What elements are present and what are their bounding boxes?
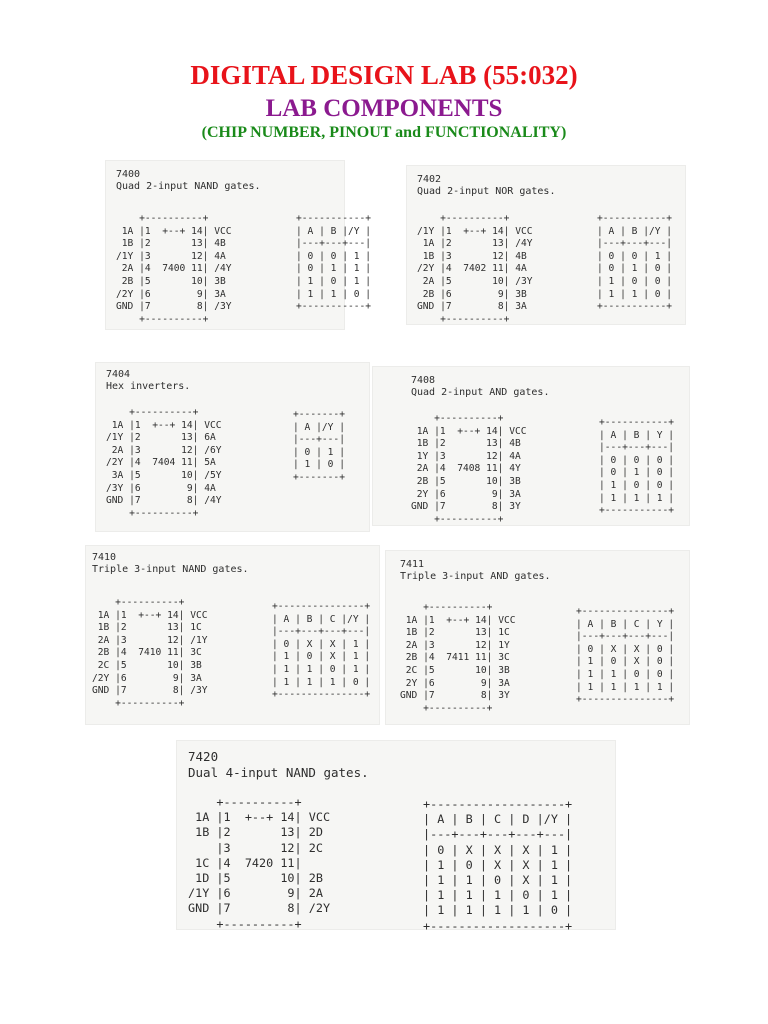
chip-description: Quad 2-input NOR gates.	[417, 186, 556, 197]
chip-truth-table: +-----------+ | A | B |/Y | |---+---+---| | 0 | 0 | 1 | | 0 | 1 | 1 | | 1 | 0 | 1 | | 1 | 1 | 0 | +-----------+	[296, 213, 372, 313]
chip-pinout: +----------+ /1Y |1 +--+ 14| VCC 1A |2 13| /4Y 1B |3 12| 4B /2Y |4 7402 11| 4A 2A |5 10| /3Y 2B |6 9| 3B GND |7 8| 3A +----------+	[417, 213, 533, 325]
chip-number: 7420	[188, 749, 219, 764]
chip-card-7411	[385, 550, 690, 725]
chip-card-7420	[176, 740, 616, 933]
chip-number: 7404	[106, 369, 131, 380]
chip-number: 7408	[411, 375, 436, 386]
chip-pinout: +----------+ 1A |1 +--+ 14| VCC 1B |2 13| 2D |3 12| 2C 1C |4 7420 11| 1D |5 10| 2B /1Y |6 9| 2A GND |7 8| /2Y +----------+	[188, 795, 331, 931]
chip-description: Dual 4-input NAND gates.	[188, 765, 369, 780]
chip-truth-table: +---------------+ | A | B | C |/Y | |---+---+---+---| | 0 | X | X | 1 | | 1 | 0 | X | 1 | | 1 | 1 | 0 | 1 | | 1 | 1 | 1 | 0 | +---------------+	[272, 601, 371, 701]
chip-pinout: +----------+ 1A |1 +--+ 14| VCC 1B |2 13| 1C 2A |3 12| 1Y 2B |4 7411 11| 3C 2C |5 10| 3B 2Y |6 9| 3A GND |7 8| 3Y +----------+	[400, 602, 516, 714]
chip-card-7410	[85, 545, 380, 725]
chip-card-7408	[372, 366, 690, 526]
chip-truth-table: +-----------+ | A | B | Y | |---+---+---| | 0 | 0 | 0 | | 0 | 1 | 0 | | 1 | 0 | 0 | | 1 | 1 | 1 | +-----------+	[599, 417, 675, 517]
chip-number: 7402	[417, 174, 442, 185]
chip-truth-table: +-----------+ | A | B |/Y | |---+---+---| | 0 | 0 | 1 | | 0 | 1 | 0 | | 1 | 0 | 0 | | 1 | 1 | 0 | +-----------+	[597, 213, 673, 313]
chip-pinout: +----------+ 1A |1 +--+ 14| VCC 1B |2 13| 4B 1Y |3 12| 4A 2A |4 7408 11| 4Y 2B |5 10| 3B 2Y |6 9| 3A GND |7 8| 3Y +----------+	[411, 413, 527, 525]
chip-card-7400	[105, 160, 372, 330]
chip-truth-table: +-------------------+ | A | B | C | D |/Y | |---+---+---+---+---| | 0 | X | X | X | 1 | | 1 | 0 | X | X | 1 | | 1 | 1 | 0 | X | 1 | | 1 | 1 | 1 | 0 | 1 | | 1 | 1 | 1 | 1 | 0 | +-------------------+	[423, 797, 573, 933]
page-note: (CHIP NUMBER, PINOUT and FUNCTIONALITY)	[201, 124, 567, 141]
chip-number: 7411	[400, 559, 425, 570]
chip-pinout: +----------+ 1A |1 +--+ 14| VCC 1B |2 13| 4B /1Y |3 12| 4A 2A |4 7400 11| /4Y 2B |5 10| 3B /2Y |6 9| 3A GND |7 8| /3Y +----------+	[116, 213, 232, 325]
page-subtitle: LAB COMPONENTS	[265, 95, 503, 122]
chip-description: Triple 3-input AND gates.	[400, 571, 551, 582]
chip-card-7402	[406, 165, 686, 325]
chip-description: Quad 2-input AND gates.	[411, 387, 550, 398]
chip-card-7404	[95, 362, 370, 532]
chip-number: 7400	[116, 169, 141, 180]
chip-truth-table: +-------+ | A |/Y | |---+---| | 0 | 1 | | 1 | 0 | +-------+	[293, 409, 345, 483]
chip-pinout: +----------+ 1A |1 +--+ 14| VCC /1Y |2 13| 6A 2A |3 12| /6Y /2Y |4 7404 11| 5A 3A |5 10| /5Y /3Y |6 9| 4A GND |7 8| /4Y +----------+	[106, 407, 222, 519]
chip-description: Hex inverters.	[106, 381, 191, 392]
chip-description: Triple 3-input NAND gates.	[92, 564, 249, 575]
chip-description: Quad 2-input NAND gates.	[116, 181, 261, 192]
page-title: DIGITAL DESIGN LAB (55:032)	[190, 60, 578, 90]
chip-number: 7410	[92, 552, 117, 563]
chip-truth-table: +---------------+ | A | B | C | Y | |---+---+---+---| | 0 | X | X | 0 | | 1 | 0 | X | 0 | | 1 | 1 | 0 | 0 | | 1 | 1 | 1 | 1 | +---------------+	[576, 606, 675, 706]
chip-pinout: +----------+ 1A |1 +--+ 14| VCC 1B |2 13| 1C 2A |3 12| /1Y 2B |4 7410 11| 3C 2C |5 10| 3B /2Y |6 9| 3A GND |7 8| /3Y +----------+	[92, 597, 208, 709]
